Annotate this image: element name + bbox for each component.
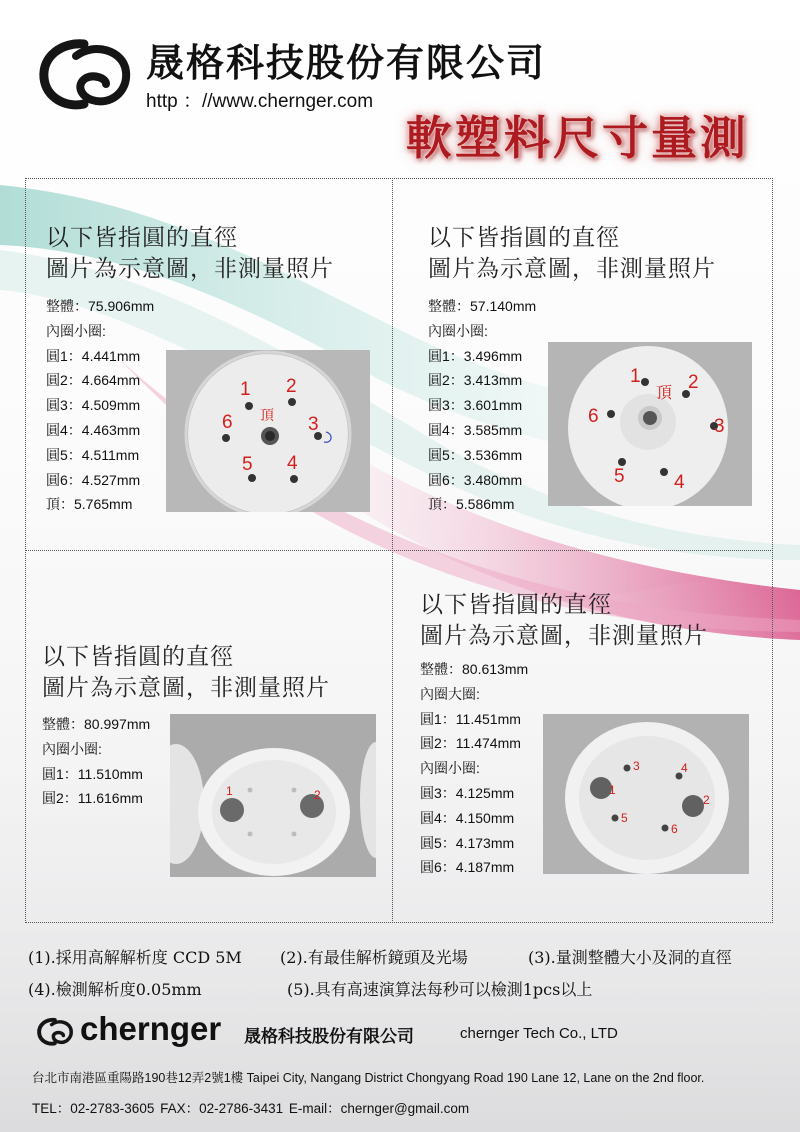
photo-label: 4 bbox=[674, 472, 685, 493]
panel-1-heading bbox=[46, 223, 334, 285]
spec-item: 圓6：4.187mm bbox=[420, 859, 515, 876]
spec-item: 圓6：4.527mm bbox=[46, 471, 141, 488]
photo-label-top: 頂 bbox=[260, 407, 274, 423]
spec-item: 圓5：4.173mm bbox=[420, 834, 515, 851]
panel-2-heading bbox=[428, 223, 716, 285]
spec-item: 圓3：4.125mm bbox=[420, 784, 515, 801]
spec-item: 圓4：4.463mm bbox=[46, 421, 141, 438]
panel-3-specs bbox=[42, 712, 150, 811]
spec-group-label: 內圈小圈: bbox=[42, 740, 102, 757]
photo-label: 1 bbox=[609, 783, 616, 797]
spec-item: 圓5：3.536mm bbox=[428, 446, 523, 463]
chernger-logo-icon bbox=[32, 34, 132, 116]
spec-item: 圓4：4.150mm bbox=[420, 809, 515, 826]
photo-label: 6 bbox=[671, 822, 678, 836]
photo-label: 3 bbox=[633, 759, 640, 773]
photo-label: 1 bbox=[226, 784, 233, 798]
company-name: 晟格科技股份有限公司 bbox=[146, 40, 547, 85]
photo-label: 2 bbox=[286, 376, 297, 397]
spec-item: 圓5：4.511mm bbox=[46, 446, 140, 463]
photo-label: 4 bbox=[287, 453, 298, 474]
company-url[interactable]: http ：//www.chernger.com bbox=[146, 91, 374, 112]
spec-item: 圓1：11.510mm bbox=[42, 765, 143, 782]
photo-label: 5 bbox=[614, 466, 625, 487]
panel-2-specs bbox=[428, 294, 536, 517]
heading-line-1: 以下皆指圓的直徑 bbox=[46, 225, 238, 251]
photo-label: 5 bbox=[621, 811, 628, 825]
feature-4: (4).檢測解析度0.05mm bbox=[28, 980, 202, 999]
panel-4-specs bbox=[420, 657, 528, 880]
photo-label: 1 bbox=[240, 379, 251, 400]
photo-label: 2 bbox=[703, 793, 710, 807]
photo-label: 6 bbox=[588, 406, 599, 427]
heading-line-2: 圖片為示意圖，非測量照片 bbox=[420, 623, 708, 649]
spec-item: 圓6：3.480mm bbox=[428, 471, 523, 488]
spec-group-label: 內圈小圈: bbox=[420, 760, 480, 777]
spec-item: 頂：5.765mm bbox=[46, 496, 133, 513]
panel-4-heading bbox=[420, 590, 708, 652]
photo-label: 2 bbox=[688, 372, 699, 393]
footer-company-en: chernger Tech Co., LTD bbox=[460, 1025, 618, 1042]
panel-4-photo bbox=[543, 714, 749, 874]
spec-item: 圓1：11.451mm bbox=[420, 710, 521, 727]
spec-group-label: 內圈小圈: bbox=[46, 322, 106, 339]
feature-3: (3).量測整體大小及洞的直徑 bbox=[528, 948, 732, 967]
spec-group-label: 內圈大圈: bbox=[420, 685, 480, 702]
spec-item: 圓3：3.601mm bbox=[428, 397, 523, 414]
spec-item: 圓1：4.441mm bbox=[46, 347, 141, 364]
heading-line-1: 以下皆指圓的直徑 bbox=[42, 644, 234, 670]
photo-label: 4 bbox=[681, 761, 688, 775]
footer-contact[interactable]: TEL：02-2783-3605 FAX：02-2786-3431 E-mail：chernger@gmail.com bbox=[32, 1101, 470, 1116]
panel-1-photo bbox=[166, 350, 370, 512]
spec-overall: 整體：80.613mm bbox=[420, 661, 529, 677]
feature-1: (1).採用高解解析度 CCD 5M bbox=[28, 948, 242, 967]
panel-3-photo bbox=[170, 714, 376, 877]
photo-label: 3 bbox=[714, 416, 725, 437]
panel-2-photo bbox=[548, 342, 752, 506]
spec-item: 頂：5.586mm bbox=[428, 496, 515, 513]
spec-item: 圓2：11.616mm bbox=[42, 790, 143, 807]
spec-overall: 整體：57.140mm bbox=[428, 298, 537, 314]
spec-item: 圓3：4.509mm bbox=[46, 397, 141, 414]
panel-3-heading bbox=[42, 642, 330, 704]
heading-line-2: 圖片為示意圖，非測量照片 bbox=[428, 256, 716, 282]
heading-line-2: 圖片為示意圖，非測量照片 bbox=[42, 675, 330, 701]
photo-label: 6 bbox=[222, 412, 233, 433]
photo-label: 5 bbox=[242, 454, 253, 475]
chernger-logo-icon bbox=[32, 1016, 76, 1048]
spec-item: 圓4：3.585mm bbox=[428, 421, 523, 438]
photo-label-top: 頂 bbox=[656, 385, 673, 402]
spec-overall: 整體：75.906mm bbox=[46, 298, 155, 314]
photo-label: 1 bbox=[630, 366, 641, 387]
footer-company-cn: 晟格科技股份有限公司 bbox=[244, 1027, 414, 1047]
spec-item: 圓1：3.496mm bbox=[428, 347, 523, 364]
photo-label: 3 bbox=[308, 414, 319, 435]
grid-divider-horizontal bbox=[25, 550, 773, 551]
spec-item: 圓2：4.664mm bbox=[46, 372, 141, 389]
heading-line-1: 以下皆指圓的直徑 bbox=[420, 592, 612, 618]
spec-group-label: 內圈小圈: bbox=[428, 322, 488, 339]
spec-item: 圓2：11.474mm bbox=[420, 735, 521, 752]
spec-item: 圓2：3.413mm bbox=[428, 372, 523, 389]
panel-1-specs bbox=[46, 294, 154, 517]
footer-brand: chernger bbox=[80, 1010, 222, 1047]
heading-line-1: 以下皆指圓的直徑 bbox=[428, 225, 620, 251]
feature-2: (2).有最佳解析鏡頭及光場 bbox=[280, 948, 468, 967]
spec-overall: 整體：80.997mm bbox=[42, 716, 151, 732]
product-title: 軟塑料尺寸量測 bbox=[406, 111, 749, 165]
photo-label: 2 bbox=[314, 788, 321, 802]
heading-line-2: 圖片為示意圖，非測量照片 bbox=[46, 256, 334, 282]
feature-5: (5).具有高速演算法每秒可以檢測1pcs以上 bbox=[287, 980, 593, 999]
footer-address: 台北市南港區重陽路190巷12弄2號1樓 Taipei City, Nangang District Chongyang Road 190 Lane 12, Lane on the 2nd floor. bbox=[32, 1071, 705, 1085]
